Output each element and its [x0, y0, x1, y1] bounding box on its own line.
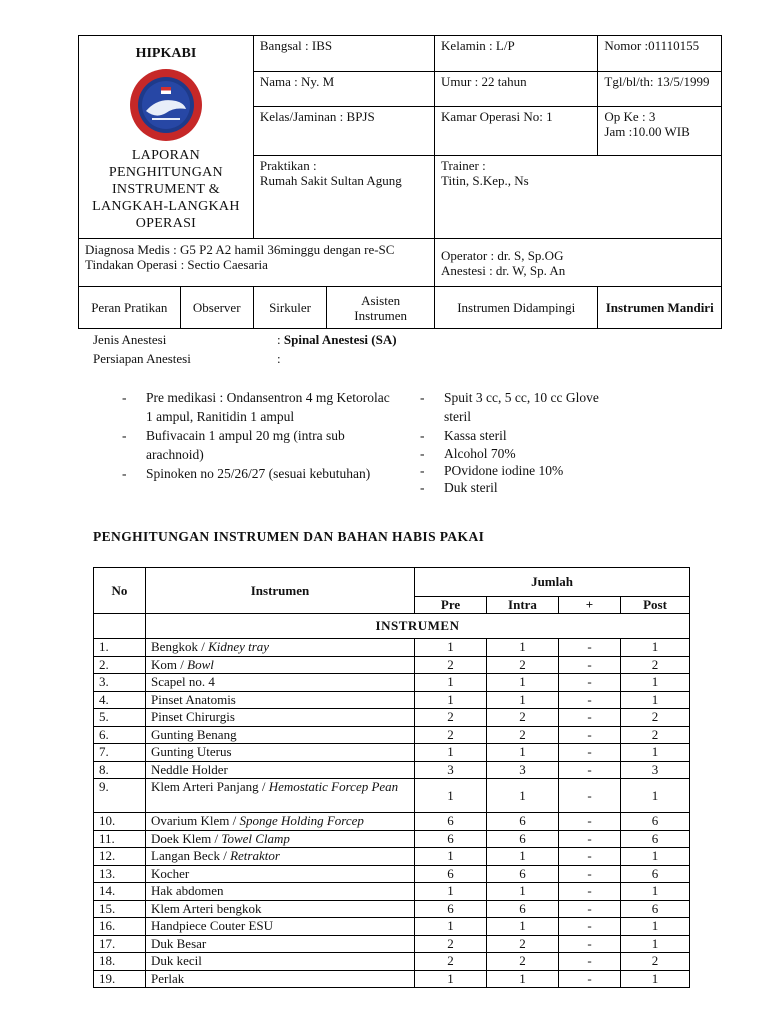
role-instrumen-mandiri: Instrumen Mandiri — [598, 287, 722, 329]
row-post: 2 — [621, 726, 690, 744]
row-plus: - — [559, 779, 621, 813]
row-plus: - — [559, 830, 621, 848]
row-post: 3 — [621, 761, 690, 779]
row-plus: - — [559, 883, 621, 901]
role-observer: Observer — [180, 287, 253, 329]
instrument-name: Langan Beck / — [151, 848, 231, 863]
instrument-name: Doek Klem / — [151, 830, 222, 846]
header-plus: + — [559, 597, 621, 614]
praktikan-label: Praktikan : — [259, 158, 317, 174]
tanggal-lahir: Tgl/bl/th: 13/5/1999 — [598, 72, 722, 107]
row-intra: 6 — [487, 900, 559, 918]
row-pre: 2 — [415, 726, 487, 744]
instrument-rows — [94, 639, 690, 988]
row-instrument — [146, 935, 415, 953]
row-pre: 2 — [415, 953, 487, 971]
row-pre: 6 — [415, 813, 487, 831]
row-pre: 1 — [415, 674, 487, 692]
row-intra: 1 — [487, 918, 559, 936]
row-instrument — [146, 779, 415, 813]
report-title: LAPORAN PENGHITUNGAN INSTRUMENT & LANGKAH-LANGKAH OPERASI — [92, 148, 240, 231]
table-row — [94, 935, 690, 953]
row-intra: 2 — [487, 709, 559, 727]
row-plus: - — [559, 639, 621, 657]
row-instrument — [146, 883, 415, 901]
list-item: - Alcohol 70% — [420, 445, 620, 462]
row-intra: 1 — [487, 674, 559, 692]
row-instrument — [146, 953, 415, 971]
table-row — [94, 900, 690, 918]
row-instrument — [146, 830, 415, 848]
row-instrument — [146, 674, 415, 692]
row-instrument — [146, 918, 415, 936]
row-plus: - — [559, 813, 621, 831]
instrument-table — [93, 567, 690, 988]
row-pre: 1 — [415, 848, 487, 866]
row-intra: 6 — [487, 813, 559, 831]
jenis-anestesi-label: Jenis Anestesi — [93, 332, 167, 347]
row-no: 4. — [94, 691, 146, 709]
trainer — [435, 156, 722, 239]
instrument-name: Ovarium Klem / — [151, 813, 240, 828]
row-post: 1 — [621, 848, 690, 866]
row-plus: - — [559, 900, 621, 918]
instrument-alt-name: Sponge Holding Forcep — [239, 813, 364, 828]
instrument-alt-name: Retraktor — [230, 848, 280, 863]
row-post: 6 — [621, 900, 690, 918]
row-pre: 6 — [415, 900, 487, 918]
list-item: - Bufivacain 1 ampul 20 mg (intra sub arachnoid) — [122, 426, 392, 464]
row-instrument — [146, 813, 415, 831]
kamar-operasi: Kamar Operasi No: 1 — [435, 106, 598, 155]
row-plus: - — [559, 726, 621, 744]
instrument-name: Perlak — [151, 970, 185, 986]
list-item: - Pre medikasi : Ondansentron 4 mg Ketorolac 1 ampul, Ranitidin 1 ampul — [122, 388, 392, 426]
tindakan: Tindakan Operasi : Sectio Caesaria — [85, 257, 268, 272]
praktikan — [253, 156, 434, 239]
row-intra: 1 — [487, 970, 559, 988]
row-instrument — [146, 744, 415, 762]
row-plus: - — [559, 918, 621, 936]
row-pre: 1 — [415, 744, 487, 762]
row-instrument — [146, 900, 415, 918]
row-pre: 1 — [415, 883, 487, 901]
table-row — [94, 691, 690, 709]
row-no: 7. — [94, 744, 146, 762]
persiapan-anestesi-label: Persiapan Anestesi — [93, 351, 191, 366]
row-instrument — [146, 970, 415, 988]
table-row — [94, 779, 690, 813]
row-pre: 6 — [415, 865, 487, 883]
table-row — [94, 674, 690, 692]
row-intra: 1 — [487, 744, 559, 762]
org-name: HIPKABI — [135, 46, 197, 61]
role-asisten-instrumen: Asisten Instrumen — [327, 287, 435, 329]
row-post: 2 — [621, 656, 690, 674]
instrument-name: Klem Arteri Panjang / — [151, 779, 269, 794]
jenis-anestesi-row: Jenis Anestesi : Spinal Anestesi (SA) — [93, 332, 397, 347]
row-plus: - — [559, 744, 621, 762]
row-plus: - — [559, 970, 621, 988]
row-pre: 1 — [415, 970, 487, 988]
row-pre: 2 — [415, 935, 487, 953]
row-intra: 2 — [487, 953, 559, 971]
instrument-name: Pinset Anatomis — [151, 691, 236, 707]
table-row — [94, 883, 690, 901]
op-ke-jam — [598, 106, 722, 155]
row-pre: 3 — [415, 761, 487, 779]
header-table — [78, 35, 722, 329]
nama: Nama : Ny. M — [253, 72, 434, 107]
row-no: 14. — [94, 883, 146, 901]
row-no: 1. — [94, 639, 146, 657]
row-no: 12. — [94, 848, 146, 866]
diagnosa: Diagnosa Medis : G5 P2 A2 hamil 36minggu dengan re-SC — [85, 242, 395, 257]
row-post: 1 — [621, 970, 690, 988]
row-plus: - — [559, 848, 621, 866]
list-item: - Kassa steril — [420, 426, 620, 445]
row-no: 5. — [94, 709, 146, 727]
header-post: Post — [621, 597, 690, 614]
row-intra: 1 — [487, 691, 559, 709]
table-row — [94, 848, 690, 866]
row-post: 6 — [621, 830, 690, 848]
row-intra: 2 — [487, 726, 559, 744]
praktikan-value: Rumah Sakit Sultan Agung — [259, 173, 402, 189]
table-row — [94, 761, 690, 779]
row-intra: 3 — [487, 761, 559, 779]
row-post: 1 — [621, 883, 690, 901]
row-instrument — [146, 761, 415, 779]
row-no: 3. — [94, 674, 146, 692]
header-pre: Pre — [415, 597, 487, 614]
row-no: 11. — [94, 830, 146, 848]
instrument-alt-name: Bowl — [187, 656, 214, 672]
nomor: Nomor :01110155 — [598, 36, 722, 72]
instrument-name: Klem Arteri bengkok — [151, 900, 262, 916]
row-plus: - — [559, 865, 621, 883]
table-row — [94, 726, 690, 744]
left-list — [122, 388, 392, 483]
row-no: 2. — [94, 656, 146, 674]
row-instrument — [146, 848, 415, 866]
trainer-label: Trainer : — [441, 158, 486, 174]
list-item: - Duk steril — [420, 479, 620, 496]
jam: Jam :10.00 WIB — [604, 123, 690, 139]
anesthesia-info — [93, 330, 713, 368]
row-intra: 1 — [487, 883, 559, 901]
list-item: - Spuit 3 cc, 5 cc, 10 cc Glove steril — [420, 388, 620, 426]
row-post: 6 — [621, 865, 690, 883]
section-title: PENGHITUNGAN INSTRUMEN DAN BAHAN HABIS PAKAI — [93, 529, 485, 544]
row-intra: 2 — [487, 656, 559, 674]
kelamin: Kelamin : L/P — [435, 36, 598, 72]
anestesi-dokter: Anestesi : dr. W, Sp. An — [441, 262, 566, 278]
row-no: 10. — [94, 813, 146, 831]
row-post: 6 — [621, 813, 690, 831]
table-row — [94, 865, 690, 883]
row-post: 2 — [621, 709, 690, 727]
row-post: 1 — [621, 674, 690, 692]
logo-cell — [79, 36, 254, 239]
table-row — [94, 656, 690, 674]
instrument-alt-name: Towel Clamp — [221, 830, 290, 846]
instrument-name: Scapel no. 4 — [151, 674, 215, 689]
row-plus: - — [559, 674, 621, 692]
row-instrument — [146, 865, 415, 883]
instrument-name: Neddle Holder — [151, 761, 228, 777]
row-intra: 6 — [487, 830, 559, 848]
instrument-name: Duk Besar — [151, 935, 207, 951]
row-post: 1 — [621, 935, 690, 953]
row-no: 15. — [94, 900, 146, 918]
table-row — [94, 830, 690, 848]
row-pre: 1 — [415, 918, 487, 936]
table-row — [94, 970, 690, 988]
row-no: 9. — [94, 779, 146, 813]
table-row — [94, 918, 690, 936]
row-post: 1 — [621, 744, 690, 762]
row-no: 6. — [94, 726, 146, 744]
instrument-name: Pinset Chirurgis — [151, 709, 235, 724]
header-no: No — [94, 568, 146, 614]
header-intra: Intra — [487, 597, 559, 614]
row-no: 13. — [94, 865, 146, 883]
instrument-name: Handpiece Couter ESU — [151, 918, 274, 933]
header-jumlah: Jumlah — [415, 568, 690, 597]
row-intra: 1 — [487, 639, 559, 657]
table-row — [94, 744, 690, 762]
row-pre: 6 — [415, 830, 487, 848]
instrument-name: Duk kecil — [151, 953, 202, 968]
row-no: 19. — [94, 970, 146, 988]
row-post: 1 — [621, 918, 690, 936]
bangsal: Bangsal : IBS — [253, 36, 434, 72]
row-pre: 2 — [415, 656, 487, 674]
row-instrument — [146, 726, 415, 744]
row-no: 17. — [94, 935, 146, 953]
operator-anestesi — [435, 239, 722, 287]
row-no: 18. — [94, 953, 146, 971]
row-no: 16. — [94, 918, 146, 936]
row-post: 1 — [621, 779, 690, 813]
row-intra: 2 — [487, 935, 559, 953]
row-plus: - — [559, 709, 621, 727]
row-instrument — [146, 691, 415, 709]
row-plus: - — [559, 935, 621, 953]
operator: Operator : dr. S, Sp.OG — [441, 247, 564, 263]
row-instrument — [146, 639, 415, 657]
row-instrument — [146, 709, 415, 727]
table-row — [94, 813, 690, 831]
row-post: 2 — [621, 953, 690, 971]
right-list — [420, 388, 620, 496]
row-plus: - — [559, 691, 621, 709]
op-ke: Op Ke : 3 — [604, 108, 656, 124]
kelas-jaminan: Kelas/Jaminan : BPJS — [253, 106, 434, 155]
list-item: - POvidone iodine 10% — [420, 462, 620, 479]
instrument-name: Bengkok / — [151, 639, 209, 654]
instrument-alt-name: Hemostatic Forcep Pean — [268, 779, 399, 794]
row-no: 8. — [94, 761, 146, 779]
row-pre: 1 — [415, 639, 487, 657]
row-pre: 1 — [415, 691, 487, 709]
diagnosa-tindakan — [79, 239, 435, 287]
row-plus: - — [559, 953, 621, 971]
persiapan-anestesi-row: Persiapan Anestesi : — [93, 351, 281, 366]
instrument-name: Kocher — [151, 865, 190, 881]
instrument-name: Kom / — [151, 656, 188, 672]
instrument-name: Gunting Benang — [151, 726, 237, 742]
instrument-alt-name: Kidney tray — [208, 639, 270, 654]
row-pre: 2 — [415, 709, 487, 727]
row-instrument — [146, 656, 415, 674]
role-peran-pratikan: Peran Pratikan — [79, 287, 181, 329]
header-instrumen: Instrumen — [146, 568, 415, 614]
row-plus: - — [559, 656, 621, 674]
table-row — [94, 953, 690, 971]
instrument-name: Gunting Uterus — [151, 744, 232, 759]
row-intra: 6 — [487, 865, 559, 883]
role-instrumen-didampingi: Instrumen Didampingi — [435, 287, 598, 329]
hipkabi-logo-icon — [128, 67, 204, 143]
row-post: 1 — [621, 639, 690, 657]
trainer-value: Titin, S.Kep., Ns — [441, 173, 529, 189]
row-plus: - — [559, 761, 621, 779]
table-row — [94, 709, 690, 727]
row-intra: 1 — [487, 848, 559, 866]
jenis-anestesi-value: Spinal Anestesi (SA) — [283, 332, 397, 347]
instrument-name: Hak abdomen — [151, 883, 224, 898]
row-pre: 1 — [415, 779, 487, 813]
umur: Umur : 22 tahun — [435, 72, 598, 107]
table-row — [94, 639, 690, 657]
role-sirkuler: Sirkuler — [253, 287, 326, 329]
group-instrumen: INSTRUMEN — [146, 614, 690, 639]
list-item: - Spinoken no 25/26/27 (sesuai kebutuhan) — [122, 464, 392, 483]
row-post: 1 — [621, 691, 690, 709]
row-intra: 1 — [487, 779, 559, 813]
